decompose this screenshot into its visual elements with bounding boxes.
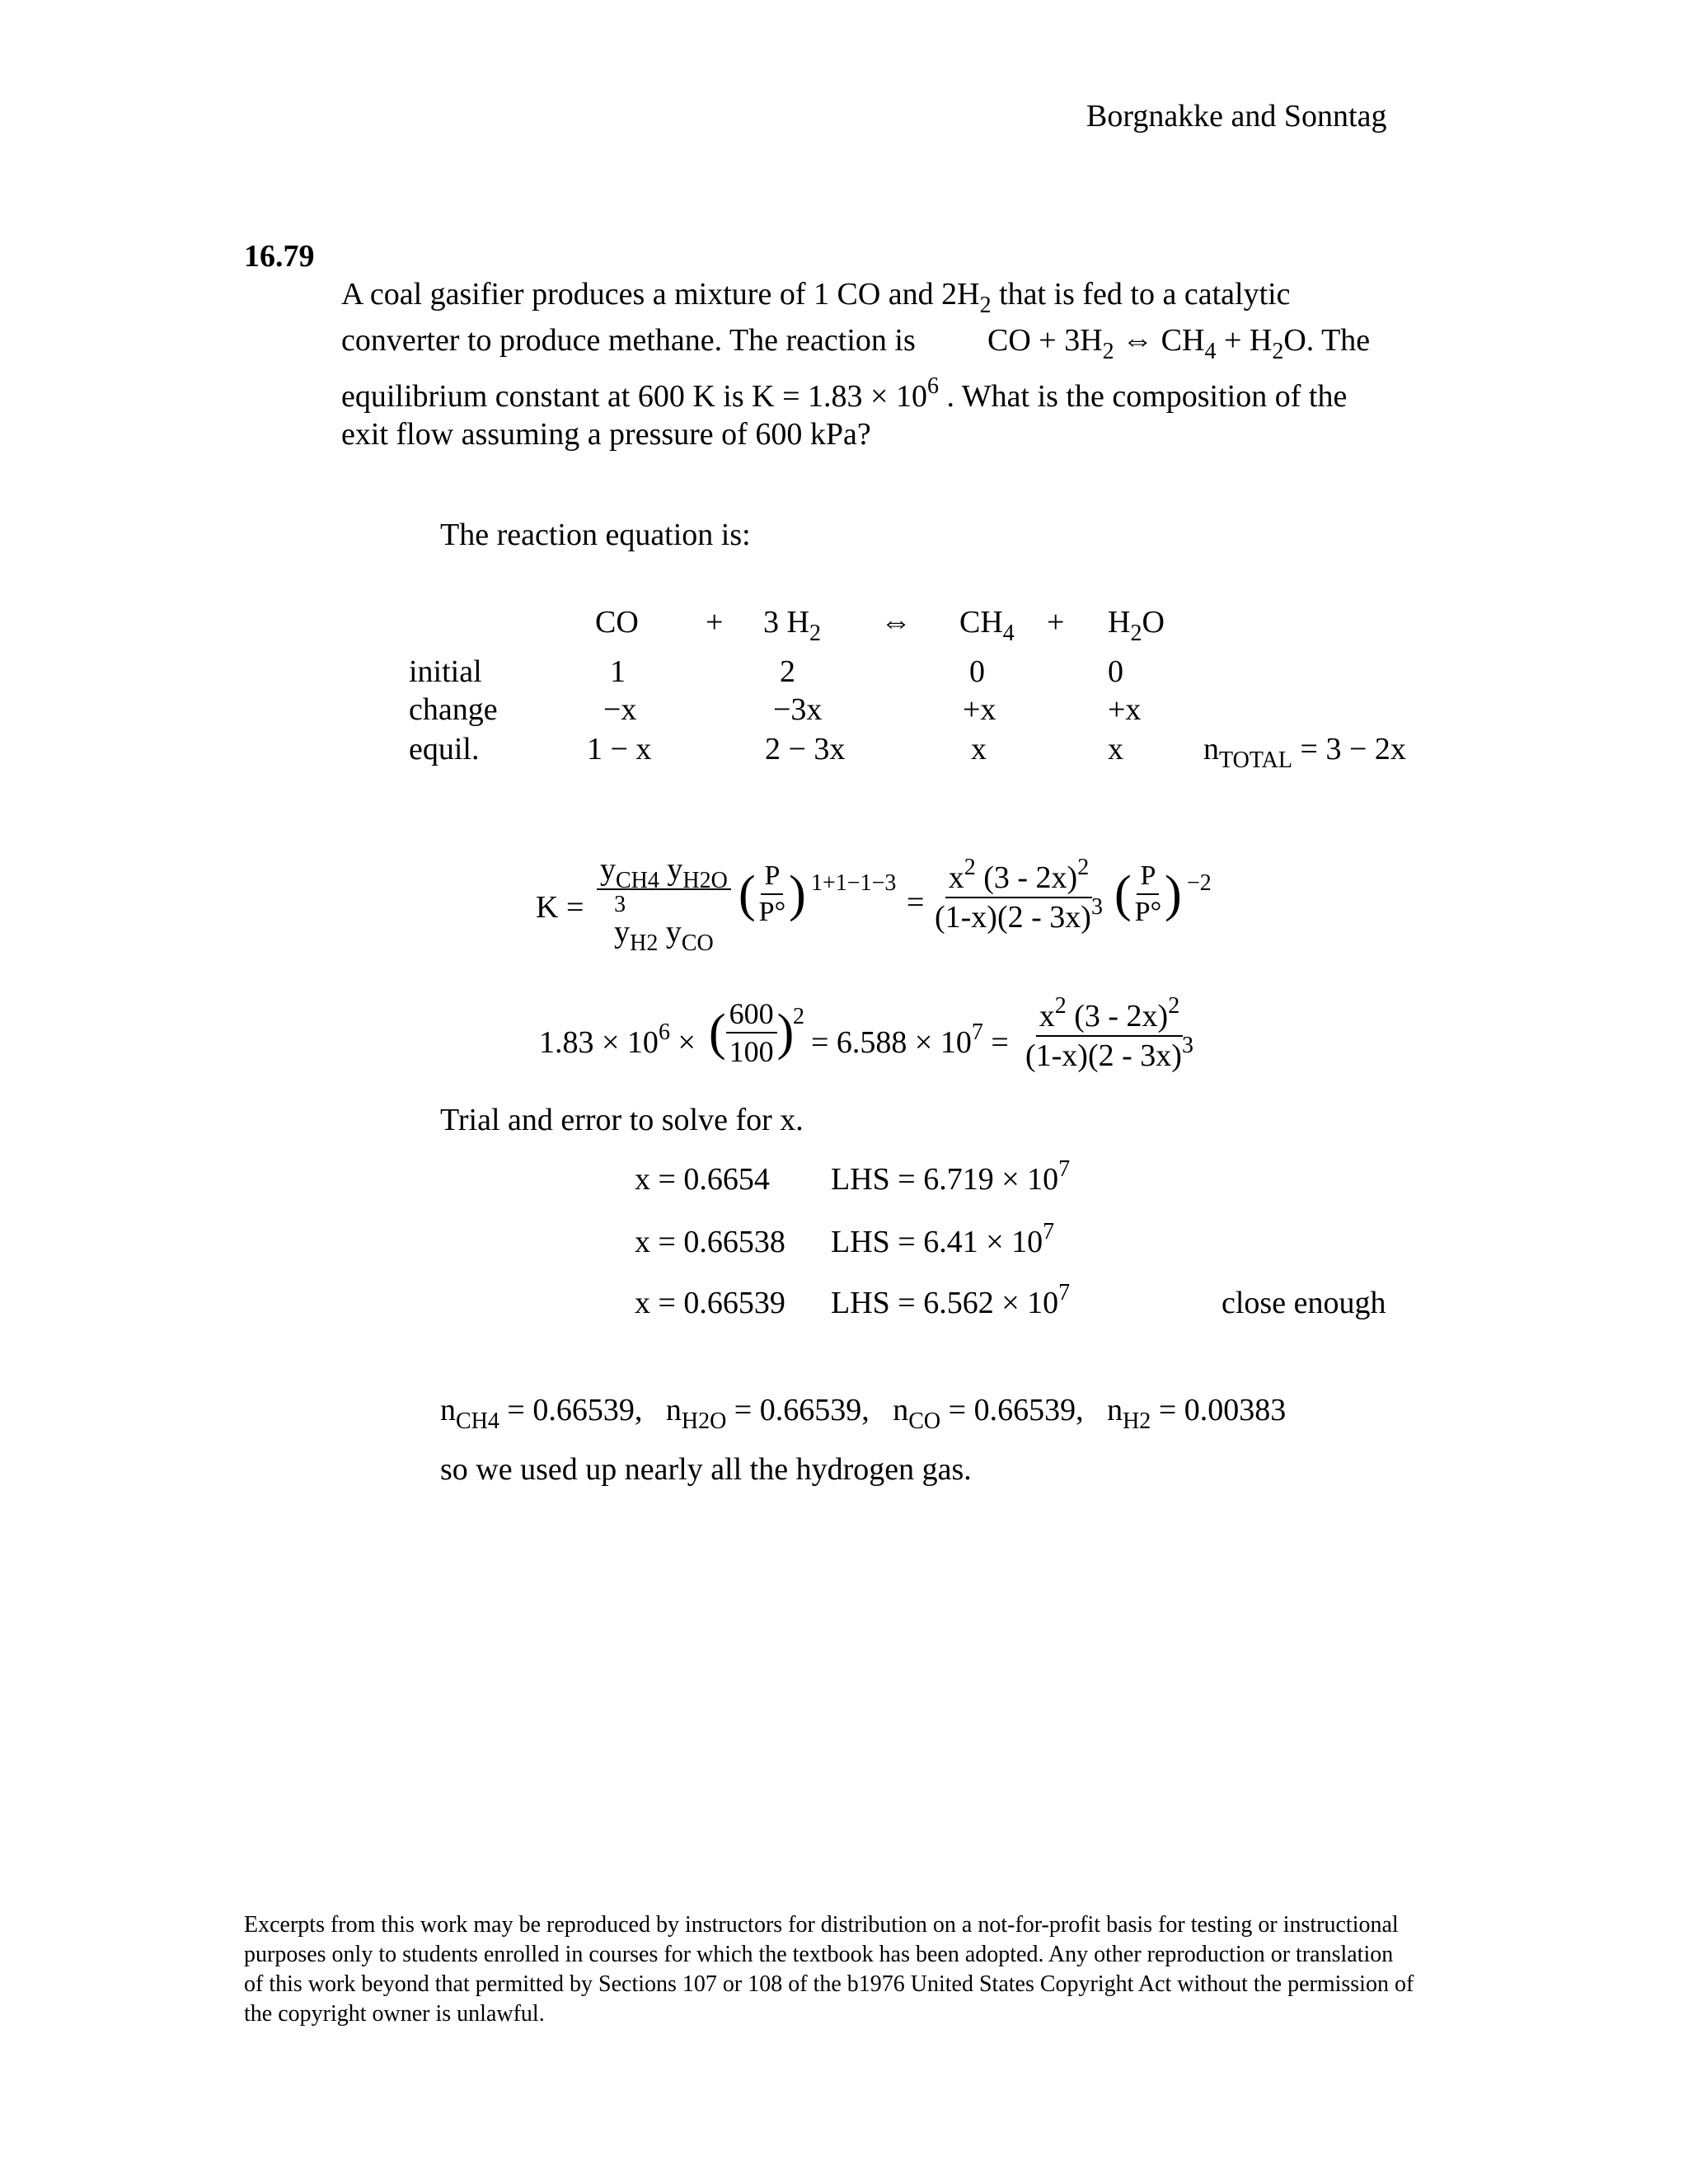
table-cell: −3x xyxy=(773,692,823,727)
table-header-h2o: $H_2O$ xyxy=(1108,605,1165,646)
table-row-label: initial xyxy=(409,654,482,689)
trial-text: Trial and error to solve for x. xyxy=(440,1103,804,1137)
table-cell: 1 − x xyxy=(587,732,652,766)
problem-line-3: equilibrium constant at 600 K is $K = 1.83 \times 10^6$ . What is the composition of the xyxy=(341,373,1348,414)
k-numeric-x-fraction: $\frac{x^2 (3 - 2x)^2}{(1-x)(2 - 3x)^3}$ xyxy=(1025,993,1193,1073)
table-cell: 1 xyxy=(610,654,626,689)
pressure-ratio-2: ( $\frac{P}{P^\circ}$ ) xyxy=(1114,860,1182,927)
table-header-h2: 3 $H_2$ xyxy=(763,605,821,646)
n-total: $n_{TOTAL} = 3 - 2x$ xyxy=(1203,732,1406,773)
table-cell: x xyxy=(1108,732,1123,766)
problem-line-2: converter to produce methane. The reaction is xyxy=(341,323,916,358)
result-composition: $n_{CH4} = 0.66539$, $n_{H2O} = 0.66539$, $n_{CO} = 0.66539$, $n_{H2} = 0.00383$ xyxy=(440,1393,1287,1434)
pressure-exponent: 1+1−1−3 xyxy=(811,870,897,896)
trial-x: x = 0.66538 xyxy=(635,1225,785,1259)
trial-lhs: LHS = $6.41 \times 10^7$ xyxy=(831,1219,1055,1259)
table-cell: +x xyxy=(1108,692,1142,727)
equals-sign: = xyxy=(907,885,925,920)
pressure-exponent-2: −2 xyxy=(1187,870,1212,896)
problem-line-1: A coal gasifier produces a mixture of 1 CO and $2H_2$ that is fed to a catalytic xyxy=(341,277,1291,318)
table-cell: 2 xyxy=(780,654,795,689)
trial-x: x = 0.6654 xyxy=(635,1162,770,1197)
trial-note: close enough xyxy=(1221,1286,1386,1320)
trial-x: x = 0.66539 xyxy=(635,1286,785,1320)
table-cell: x xyxy=(971,732,987,766)
table-header-plus-1: + xyxy=(706,605,724,640)
table-header-co: CO xyxy=(595,605,639,640)
table-row-label: equil. xyxy=(409,732,480,766)
pressure-numeric-exponent: 2 xyxy=(793,1004,804,1029)
table-header-ch4: $CH_4$ xyxy=(959,605,1015,646)
table-row-label: change xyxy=(409,692,498,727)
problem-number: 16.79 xyxy=(244,239,315,274)
pressure-numeric-ratio: ( $\frac{600}{100}$ ) xyxy=(709,997,795,1068)
header-authors: Borgnakke and Sonntag xyxy=(1086,99,1387,134)
k-label: K = xyxy=(536,890,584,925)
k-numeric-lhs: $1.83 \times 10^6$ × xyxy=(539,1019,696,1060)
table-header-plus-2: + xyxy=(1047,605,1065,640)
table-cell: 2 − 3x xyxy=(765,732,846,766)
conclusion: so we used up nearly all the hydrogen gas. xyxy=(440,1452,972,1487)
reaction-inline: CO + $3H_2$ ⇔ $CH_4 + H_2O$. The xyxy=(987,323,1371,364)
trial-lhs: LHS = $6.562 \times 10^7$ xyxy=(831,1280,1071,1320)
pressure-ratio: ( $\frac{P}{P^\circ}$ ) xyxy=(738,860,806,927)
table-cell: +x xyxy=(963,692,996,727)
k-mole-fraction-fraction: $y_{CH4}$ $y_{H2O}$ 3 $y_{H2}$ $y_{CO}$ xyxy=(597,854,731,948)
table-cell: −x xyxy=(603,692,637,727)
solution-intro: The reaction equation is: xyxy=(440,518,751,552)
problem-line-4: exit flow assuming a pressure of 600 kPa? xyxy=(341,417,871,452)
equilibrium-arrow-icon: ⇔ xyxy=(880,605,912,640)
trial-lhs: LHS = $6.719 \times 10^7$ xyxy=(831,1156,1071,1197)
k-x-fraction: $\frac{x^2 (3 - 2x)^2}{(1-x)(2 - 3x)^3}$ xyxy=(935,855,1103,935)
table-cell: 0 xyxy=(969,654,985,689)
table-cell: 0 xyxy=(1108,654,1123,689)
k-numeric-value: = $6.588 \times 10^7$ = xyxy=(811,1019,1009,1060)
copyright-footer: Excerpts from this work may be reproduced by instructors for distribution on a not-for-profit basis for testing or instructional purposes only to students enrolled in courses for which the textbook has been adopted. Any other reproduction or translation of this work beyond that permitted by Sections 107 or 108 of the b1976 United States Copyright Act without the permission of the copyright owner is unlawful. xyxy=(244,1912,1414,2027)
